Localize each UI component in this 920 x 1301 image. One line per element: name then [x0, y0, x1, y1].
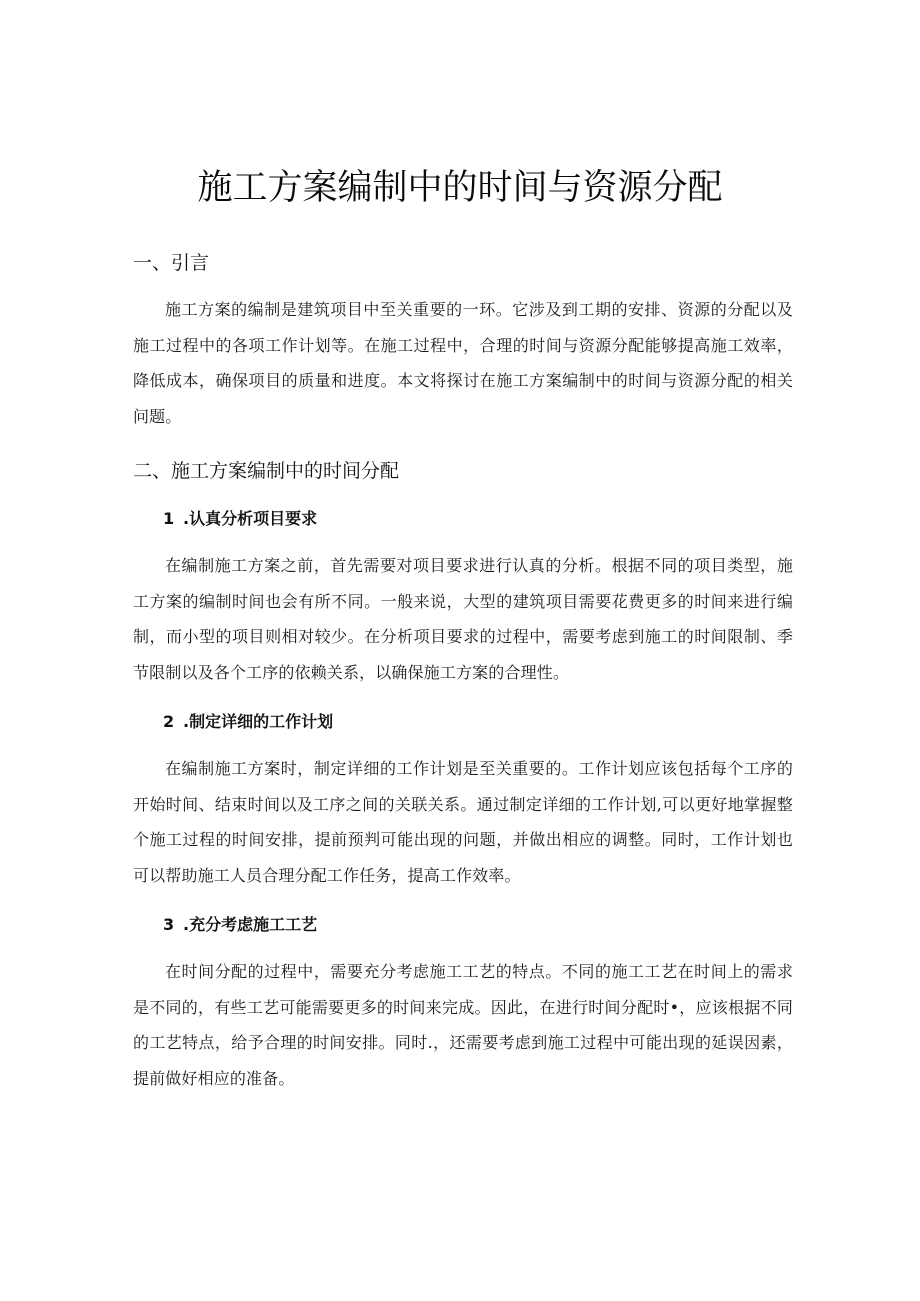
section-heading-introduction: 一、引言	[133, 252, 210, 274]
subsection-number: 3	[163, 915, 175, 934]
subsection-heading-1	[163, 506, 317, 529]
subsection-heading-3	[163, 912, 317, 935]
subsection-title: .充分考虑施工工艺	[183, 915, 318, 934]
paragraph-subsection-3: 在时间分配的过程中，需要充分考虑施工工艺的特点。不同的施工工艺在时间上的需求是不同的，有些工艺可能需要更多的时间来完成。因此，在进行时间分配时•，应该根据不同的工艺特点，给予合理的时间安排。同时.，还需要考虑到施工过程中可能出现的延误因素，提前做好相应的准备。	[133, 962, 793, 1088]
section-heading-time-allocation: 二、施工方案编制中的时间分配	[133, 460, 400, 482]
subsection-number: 1	[163, 509, 175, 528]
subsection-title: .认真分析项目要求	[183, 509, 318, 528]
subsection-heading-2	[163, 709, 333, 732]
paragraph-subsection-2: 在编制施工方案时，制定详细的工作计划是至关重要的。工作计划应该包括每个工序的开始时间、结束时间以及工序之间的关联关系。通过制定详细的工作计划,可以更好地掌握整个施工过程的时间安排，提前预判可能出现的问题，并做出相应的调整。同时，工作计划也可以帮助施工人员合理分配工作任务，提高工作效率。	[133, 759, 793, 885]
paragraph-introduction: 施工方案的编制是建筑项目中至关重要的一环。它涉及到工期的安排、资源的分配以及施工过程中的各项工作计划等。在施工过程中，合理的时间与资源分配能够提高施工效率，降低成本，确保项目的质量和进度。本文将探讨在施工方案编制中的时间与资源分配的相关问题。	[133, 300, 793, 426]
page-title: 施工方案编制中的时间与资源分配	[197, 168, 723, 208]
subsection-number: 2	[163, 712, 175, 731]
paragraph-subsection-1: 在编制施工方案之前，首先需要对项目要求进行认真的分析。根据不同的项目类型，施工方案的编制时间也会有所不同。一般来说，大型的建筑项目需要花费更多的时间来进行编制，而小型的项目则相对较少。在分析项目要求的过程中，需要考虑到施工的时间限制、季节限制以及各个工序的依赖关系，以确保施工方案的合理性。	[133, 556, 793, 682]
subsection-title: .制定详细的工作计划	[183, 712, 334, 731]
